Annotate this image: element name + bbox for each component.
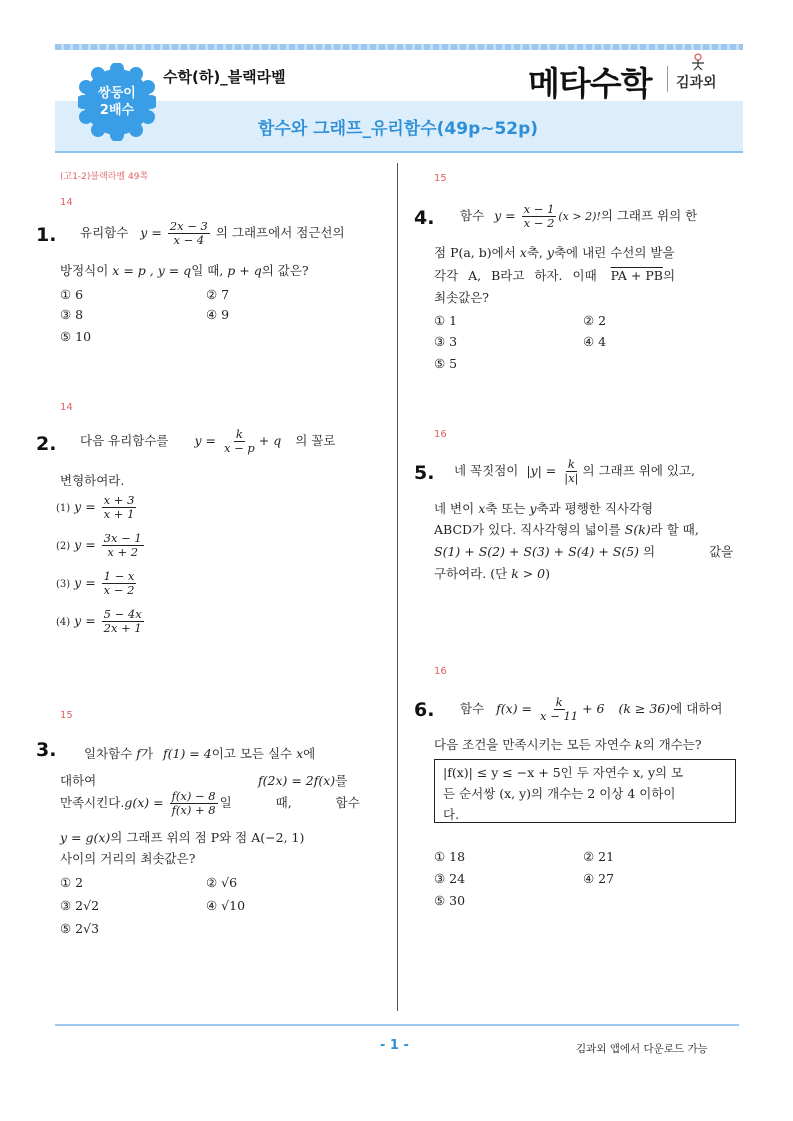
choice-option[interactable]: ① 6 <box>60 287 84 302</box>
brand-logo: 메타수학 <box>528 64 652 103</box>
question-number: 2. <box>36 433 57 455</box>
q5-fraction <box>562 458 580 485</box>
q2-frac-den: x − p <box>223 441 255 456</box>
question-number: 6. <box>414 699 435 721</box>
q6-frac-num: k <box>555 695 563 709</box>
q2-item-lhs: y = <box>74 499 96 515</box>
q2-item-num: 1 − x <box>103 569 135 583</box>
q4-condition: (x > 2)! <box>558 210 601 224</box>
q3-f: f <box>136 746 141 761</box>
badge-text <box>78 85 156 119</box>
q5-frac-num: k <box>567 457 575 471</box>
q2-item-fraction <box>102 494 137 521</box>
q5-sum: S(1) + S(2) + S(3) + S(4) + S(5) <box>434 544 640 559</box>
question-5-line-3 <box>434 520 699 538</box>
badge-line-1: 쌍둥이 <box>98 86 136 101</box>
question-5-line-4 <box>434 542 733 560</box>
q5-x: x <box>478 501 486 516</box>
q4-point-p: P(a, b) <box>450 245 492 260</box>
question-page-ref: 16 <box>434 429 447 440</box>
question-5-line-1 <box>454 458 695 485</box>
q1-target: p + q <box>227 263 262 278</box>
choice-option[interactable]: ⑤ 5 <box>434 356 458 371</box>
q2-item-label: (2) <box>56 541 71 553</box>
q4-text: 에서 <box>491 245 516 260</box>
question-page-ref: 14 <box>60 197 73 208</box>
q2-item-label: (4) <box>56 617 71 629</box>
q6-eq-lhs: f(x) = <box>496 701 533 717</box>
condition-line: |f(x)| ≤ y ≤ −x + 5인 두 자연수 x, y의 모 <box>443 765 684 780</box>
condition-box <box>434 759 736 823</box>
q4-text: 의 그래프 위의 한 <box>600 208 698 224</box>
q4-text: 의 <box>662 268 676 283</box>
q5-condition: k > 0 <box>511 566 546 581</box>
choice-option[interactable]: ③ 2√2 <box>60 898 100 913</box>
q3-frac-num: f(x) − 8 <box>171 789 216 803</box>
question-number: 3. <box>36 739 57 761</box>
q2-item <box>56 570 138 597</box>
condition-line: 든 순서쌍 (x, y)의 개수는 2 이상 4 이하이 <box>443 786 676 801</box>
q2-item <box>56 608 146 635</box>
column-divider <box>397 163 398 1011</box>
q4-text: 최솟값은? <box>434 290 490 305</box>
q2-text: 다음 유리함수를 <box>80 433 169 449</box>
q2-fraction <box>222 428 257 455</box>
question-page-ref: 14 <box>60 402 73 413</box>
q1-text: 의 값은? <box>261 263 309 278</box>
q2-frac-num: k <box>235 427 243 441</box>
q4-text: 함수 <box>460 208 485 224</box>
q3-equation: f(2x) = 2f(x) <box>258 773 336 788</box>
q4-fraction <box>522 203 557 230</box>
q6-text: 다음 조건을 만족시키는 모든 자연수 <box>434 737 632 752</box>
choice-option[interactable]: ① 18 <box>434 849 466 864</box>
question-number: 4. <box>414 207 435 229</box>
q1-frac-den: x − 4 <box>173 233 205 248</box>
q4-text: 축, <box>526 245 543 260</box>
q2-item-label: (3) <box>56 579 71 591</box>
q6-frac-den: x − 11 <box>540 709 579 724</box>
choice-option[interactable]: ② 7 <box>206 287 230 302</box>
q4-frac-num: x − 1 <box>523 202 555 216</box>
footer-line <box>55 1024 739 1026</box>
choice-option[interactable]: ③ 24 <box>434 871 466 886</box>
q2-item <box>56 532 146 559</box>
question-page-ref: 15 <box>60 710 73 721</box>
q6-text: 에 대하여 <box>670 701 723 717</box>
q2-item-fraction <box>102 608 144 635</box>
choice-option[interactable]: ② 2 <box>583 313 607 328</box>
badge-line-2: 2배수 <box>99 103 135 118</box>
q4-text: 점 <box>434 245 447 260</box>
q6-condition: (k ≥ 36) <box>618 701 671 717</box>
q1-text: 의 그래프에서 점근선의 <box>215 225 345 241</box>
question-number: 1. <box>36 224 57 246</box>
q3-text: 만족시킨다. <box>60 795 125 811</box>
q2-item <box>56 494 138 521</box>
q3-text: 에 <box>303 746 316 761</box>
question-1-line-1 <box>80 220 345 247</box>
q3-text: 대하여 <box>60 773 97 788</box>
choice-option[interactable]: ① 1 <box>434 313 458 328</box>
q2-item-num: 3x − 1 <box>103 531 142 545</box>
q5-sk: S(k) <box>624 522 651 537</box>
q2-eq-lhs: y = <box>194 433 216 449</box>
q1-fraction <box>168 220 210 247</box>
q3-point-a: A(−2, 1) <box>251 830 305 845</box>
choice-option[interactable]: ⑤ 2√3 <box>60 921 100 936</box>
choice-option[interactable]: ① 2 <box>60 875 84 890</box>
page-title: 함수와 그래프_유리함수(49p~52p) <box>258 119 539 139</box>
q3-g-lhs: g(x) = <box>124 795 164 811</box>
q4-y: y <box>546 245 554 260</box>
choice-option[interactable]: ④ 27 <box>583 871 615 886</box>
q4-frac-den: x − 2 <box>523 216 555 231</box>
q2-item-num: 5 − 4x <box>103 607 142 621</box>
q3-text: 를 <box>335 773 348 788</box>
condition-line: 다. <box>443 807 460 822</box>
question-6-line-1 <box>460 696 722 723</box>
choice-option[interactable]: ② 21 <box>583 849 615 864</box>
q4-x: x <box>519 245 527 260</box>
question-1-line-2 <box>60 261 309 279</box>
q1-text: 일 때, <box>191 263 224 278</box>
choice-option[interactable]: ④ 4 <box>583 334 607 349</box>
q2-item-lhs: y = <box>74 613 96 629</box>
q6-text: 의 개수는? <box>642 737 702 752</box>
q3-x: x <box>296 746 304 761</box>
q2-item-label: (1) <box>56 503 71 515</box>
q2-item-fraction <box>102 532 144 559</box>
q6-text: 함수 <box>460 701 485 717</box>
footer-note: 김과외 앱에서 다운로드 가능 <box>576 1043 708 1055</box>
source-label: (고1-2)블랙라벨 49쪽 <box>60 172 149 182</box>
q1-text: 방정식이 <box>60 263 109 278</box>
choice-option[interactable]: ④ √10 <box>206 898 246 913</box>
question-6-line-2 <box>434 735 702 753</box>
q6-k: k <box>635 737 643 752</box>
question-4-line-1 <box>460 203 697 230</box>
question-3-line-4 <box>60 828 304 846</box>
q2-item-den: 2x + 1 <box>103 621 142 636</box>
q2-item-fraction <box>102 570 137 597</box>
q5-text: ) <box>545 566 551 581</box>
q3-text: 이고 모든 실수 <box>211 746 293 761</box>
q2-text: 의 꼴로 <box>295 433 336 449</box>
q1-condition: x = p , y = q <box>112 263 192 278</box>
q5-y: y <box>529 501 537 516</box>
q5-abs-y: |y| = <box>526 463 557 479</box>
q2-item-lhs: y = <box>74 575 96 591</box>
subject-label: 수학(하)_블랙라벨 <box>163 68 286 86</box>
q5-text: 의 <box>643 544 656 559</box>
choice-option[interactable]: ③ 3 <box>434 334 458 349</box>
q1-frac-num: 2x − 3 <box>169 219 208 233</box>
q4-text: 각각 A, B라고 하자. 이때 <box>434 268 597 283</box>
q2-eq-tail: + q <box>258 433 282 449</box>
question-3-line-2 <box>258 771 347 789</box>
question-4-line-2 <box>434 243 675 261</box>
question-3-line-3 <box>60 790 360 817</box>
q6-fraction <box>538 696 580 723</box>
question-5-line-2 <box>434 499 653 517</box>
q2-text: 변형하여라. <box>60 473 125 488</box>
q4-sum: PA + PB <box>610 268 663 283</box>
logo-separator <box>667 66 668 92</box>
question-5-line-5 <box>434 564 550 582</box>
q3-text: 의 그래프 위의 점 P와 점 <box>110 830 248 845</box>
q5-text: ABCD가 있다. 직사각형의 넓이를 <box>434 522 621 537</box>
q5-text: 값을 <box>709 544 734 559</box>
question-3-line-1 <box>84 744 315 762</box>
q5-frac-den: |x| <box>564 471 579 486</box>
q5-text: 의 그래프 위에 있고, <box>582 463 696 479</box>
choice-option[interactable]: ② √6 <box>206 875 238 890</box>
q3-f1: f(1) = 4 <box>163 746 212 761</box>
q2-item-den: x + 1 <box>103 507 135 522</box>
q5-text: 라 할 때, <box>650 522 699 537</box>
choice-option[interactable]: ⑤ 30 <box>434 893 466 908</box>
q5-text: 축과 평행한 직사각형 <box>536 501 654 516</box>
q2-item-lhs: y = <box>74 537 96 553</box>
choice-option[interactable]: ③ 8 <box>60 307 84 322</box>
q1-text: 유리함수 <box>80 225 129 241</box>
page-number: - 1 - <box>380 1038 409 1053</box>
choice-option[interactable]: ④ 9 <box>206 307 230 322</box>
brand-sub-logo: 김과외 <box>676 75 717 91</box>
q3-yg: y = g(x) <box>60 830 111 845</box>
question-2-line-1 <box>80 428 360 455</box>
q3-text: 가 <box>140 746 154 761</box>
q3-frac-den: f(x) + 8 <box>171 803 216 818</box>
q3-fraction <box>170 790 218 817</box>
question-page-ref: 15 <box>434 173 447 184</box>
q3-text: 사이의 거리의 최솟값은? <box>60 851 196 866</box>
q6-eq-tail: + 6 <box>582 701 605 717</box>
q1-eq-lhs: y = <box>140 225 162 241</box>
q3-text: 일차함수 <box>84 746 133 761</box>
q4-text: 축에 내린 수선의 발을 <box>553 245 675 260</box>
q5-text: 구하여라. (단 <box>434 566 508 581</box>
person-icon <box>691 53 705 71</box>
q5-text: 네 변이 <box>434 501 475 516</box>
header-top-band <box>55 44 743 50</box>
q5-text: 축 또는 <box>485 501 526 516</box>
question-number: 5. <box>414 462 435 484</box>
question-page-ref: 16 <box>434 666 447 677</box>
q5-text: 네 꼭짓점이 <box>454 463 519 479</box>
q2-item-den: x + 2 <box>107 545 139 560</box>
choice-option[interactable]: ⑤ 10 <box>60 329 92 344</box>
q2-item-num: x + 3 <box>103 493 135 507</box>
q2-item-den: x − 2 <box>103 583 135 598</box>
q3-text: 일 때, 함수 <box>219 795 360 811</box>
q4-eq-lhs: y = <box>494 208 516 224</box>
question-4-line-3 <box>434 266 675 284</box>
